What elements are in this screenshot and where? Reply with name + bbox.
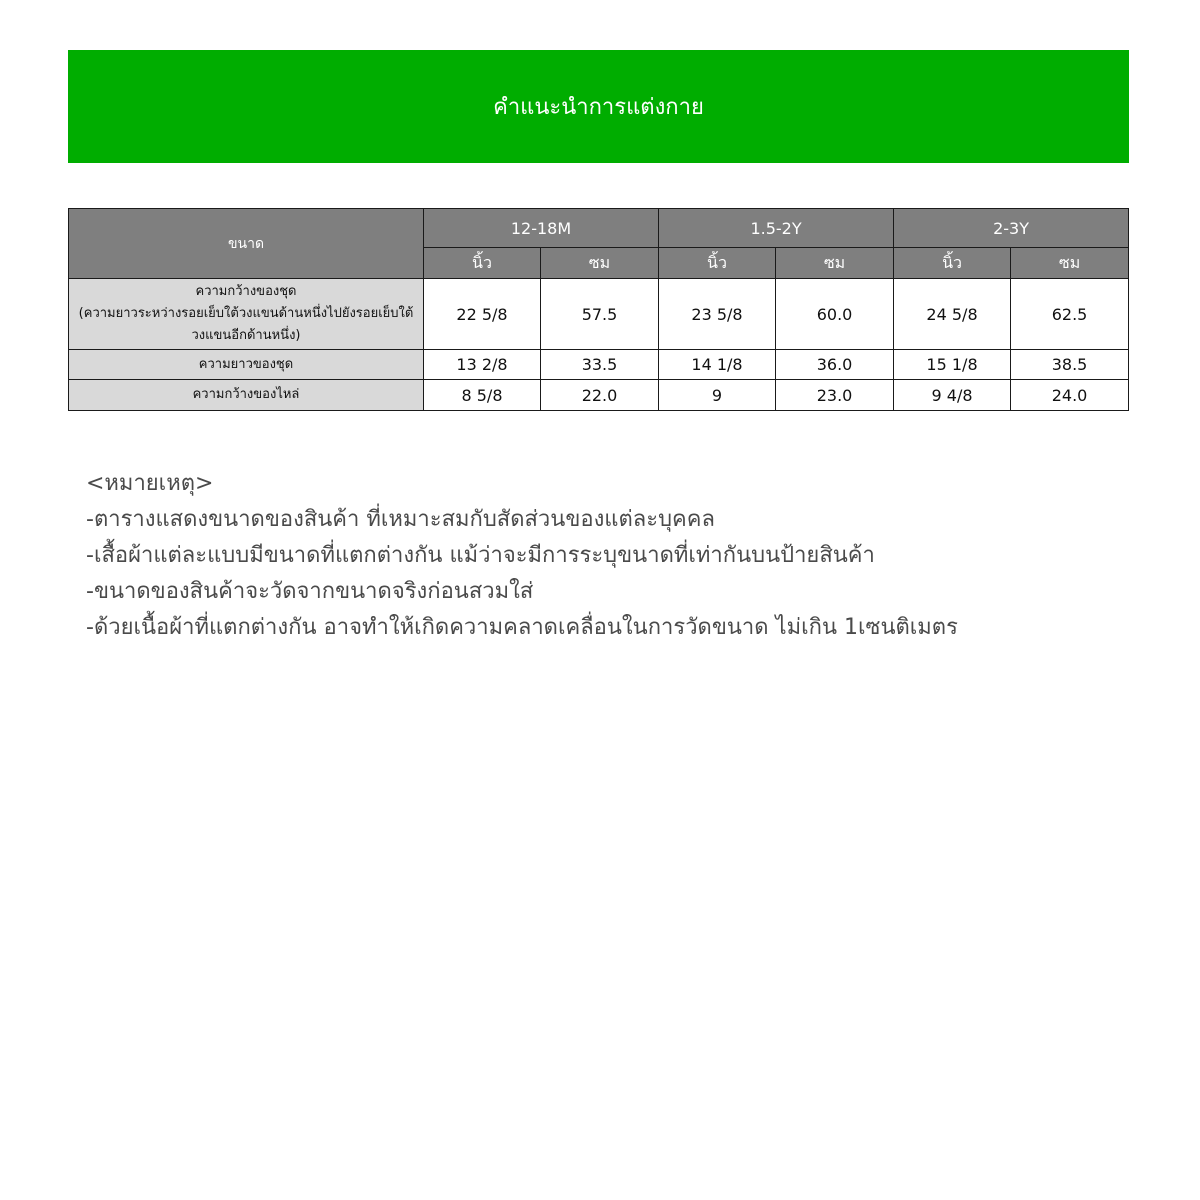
table-cell: 23.0 xyxy=(776,380,894,411)
table-cell: 22.0 xyxy=(541,380,659,411)
note-line: -เสื้อผ้าแต่ละแบบมีขนาดที่แตกต่างกัน แม้ว่าจะมีการระบุขนาดที่เท่ากันบนป้ายสินค้า xyxy=(86,543,875,568)
table-cell: 24.0 xyxy=(1011,380,1129,411)
table-cell: 24 5/8 xyxy=(894,279,1011,350)
table-cell: 36.0 xyxy=(776,350,894,380)
unit-header: นิ้ว xyxy=(424,248,541,279)
table-cell: 38.5 xyxy=(1011,350,1129,380)
table-cell: 8 5/8 xyxy=(424,380,541,411)
table-cell: 9 4/8 xyxy=(894,380,1011,411)
table-cell: 15 1/8 xyxy=(894,350,1011,380)
table-row xyxy=(69,350,1129,380)
unit-header: ซม xyxy=(1011,248,1129,279)
notes-section xyxy=(86,466,1166,646)
row-label xyxy=(69,279,424,350)
row-label: ความยาวของชุด xyxy=(69,350,424,380)
table-cell: 23 5/8 xyxy=(659,279,776,350)
row-label-line: (ความยาวระหว่างรอยเย็บใต้วงแขนด้านหนึ่งไปยังรอยเย็บใต้ xyxy=(78,306,414,321)
size-header: 12-18M xyxy=(424,209,659,248)
table-cell: 33.5 xyxy=(541,350,659,380)
size-chart-table xyxy=(68,208,1129,411)
size-header: 1.5-2Y xyxy=(659,209,894,248)
unit-header: นิ้ว xyxy=(894,248,1011,279)
table-cell: 60.0 xyxy=(776,279,894,350)
size-header: 2-3Y xyxy=(894,209,1129,248)
table-row xyxy=(69,279,1129,350)
table-cell: 13 2/8 xyxy=(424,350,541,380)
row-label-line: ความกว้างของชุด xyxy=(195,284,297,299)
table-cell: 62.5 xyxy=(1011,279,1129,350)
unit-header: ซม xyxy=(776,248,894,279)
banner xyxy=(68,50,1129,163)
note-line: -ตารางแสดงขนาดของสินค้า ที่เหมาะสมกับสัดส่วนของแต่ละบุคคล xyxy=(86,507,715,532)
table-cell: 57.5 xyxy=(541,279,659,350)
unit-header: นิ้ว xyxy=(659,248,776,279)
note-line: -ขนาดของสินค้าจะวัดจากขนาดจริงก่อนสวมใส่ xyxy=(86,579,534,604)
row-label: ความกว้างของไหล่ xyxy=(69,380,424,411)
banner-title: คำแนะนำการแต่งกาย xyxy=(493,95,704,120)
row-label-line: วงแขนอีกด้านหนึ่ง) xyxy=(191,328,301,343)
table-cell: 22 5/8 xyxy=(424,279,541,350)
notes-heading: <หมายเหตุ> xyxy=(86,471,214,496)
table-header-row-sizes xyxy=(69,209,1129,248)
note-line: -ด้วยเนื้อผ้าที่แตกต่างกัน อาจทำให้เกิดความคลาดเคลื่อนในการวัดขนาด ไม่เกิน 1เซนติเมตร xyxy=(86,615,958,640)
unit-header: ซม xyxy=(541,248,659,279)
table-row xyxy=(69,380,1129,411)
table-cell: 9 xyxy=(659,380,776,411)
table-cell: 14 1/8 xyxy=(659,350,776,380)
corner-label: ขนาด xyxy=(69,209,424,279)
